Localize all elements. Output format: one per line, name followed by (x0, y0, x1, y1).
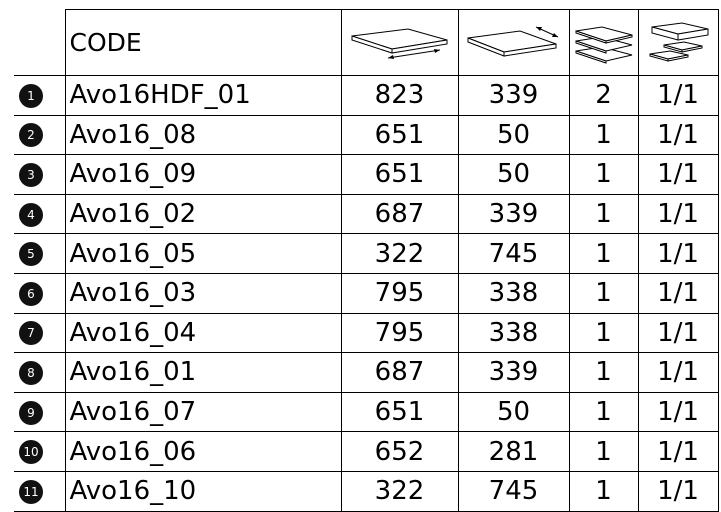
table-row (14, 471, 718, 511)
code-cell: Avo16_07 (65, 392, 341, 432)
row-number-badge: 10 (19, 440, 43, 464)
package-cell: 1/1 (638, 392, 718, 432)
row-number-cell (14, 392, 65, 432)
table-row (14, 432, 718, 472)
table-row (14, 353, 718, 393)
length-cell: 687 (341, 353, 458, 393)
package-cell: 1/1 (638, 234, 718, 274)
package-cell: 1/1 (638, 115, 718, 155)
row-number-cell (14, 155, 65, 195)
code-cell: Avo16_09 (65, 155, 341, 195)
table-row (14, 194, 718, 234)
code-cell: Avo16_01 (65, 353, 341, 393)
code-cell: Avo16_04 (65, 313, 341, 353)
table-row (14, 273, 718, 313)
length-cell: 651 (341, 115, 458, 155)
row-number-cell (14, 353, 65, 393)
package-cell: 1/1 (638, 313, 718, 353)
length-icon (341, 10, 458, 76)
quantity-cell: 1 (569, 353, 638, 393)
code-cell: Avo16_03 (65, 273, 341, 313)
quantity-cell: 1 (569, 155, 638, 195)
width-cell: 339 (458, 76, 569, 116)
quantity-cell: 1 (569, 273, 638, 313)
row-number-cell (14, 432, 65, 472)
width-cell: 50 (458, 392, 569, 432)
table-row (14, 155, 718, 195)
header-number-column (14, 10, 65, 76)
row-number-cell (14, 471, 65, 511)
length-cell: 651 (341, 155, 458, 195)
width-cell: 50 (458, 155, 569, 195)
code-cell: Avo16_05 (65, 234, 341, 274)
package-icon (638, 10, 718, 76)
table-row (14, 76, 718, 116)
parts-table (14, 9, 719, 512)
width-cell: 338 (458, 313, 569, 353)
row-number-cell (14, 194, 65, 234)
length-cell: 795 (341, 313, 458, 353)
row-number-cell (14, 76, 65, 116)
length-cell: 322 (341, 234, 458, 274)
width-cell: 745 (458, 471, 569, 511)
width-icon (458, 10, 569, 76)
package-cell: 1/1 (638, 76, 718, 116)
package-cell: 1/1 (638, 432, 718, 472)
row-number-badge: 8 (19, 361, 43, 385)
table-row (14, 392, 718, 432)
length-cell: 795 (341, 273, 458, 313)
code-cell: Avo16_08 (65, 115, 341, 155)
row-number-cell (14, 313, 65, 353)
length-cell: 652 (341, 432, 458, 472)
quantity-cell: 1 (569, 313, 638, 353)
width-cell: 338 (458, 273, 569, 313)
header-row (14, 10, 718, 76)
row-number-cell (14, 115, 65, 155)
row-number-badge: 4 (19, 203, 43, 227)
length-cell: 651 (341, 392, 458, 432)
row-number-cell (14, 234, 65, 274)
quantity-cell: 2 (569, 76, 638, 116)
row-number-badge: 1 (19, 84, 43, 108)
row-number-badge: 2 (19, 123, 43, 147)
table-row (14, 234, 718, 274)
package-cell: 1/1 (638, 194, 718, 234)
code-cell: Avo16_06 (65, 432, 341, 472)
code-cell: Avo16_02 (65, 194, 341, 234)
row-number-badge: 6 (19, 282, 43, 306)
quantity-cell: 1 (569, 234, 638, 274)
quantity-cell: 1 (569, 194, 638, 234)
table-row (14, 313, 718, 353)
width-cell: 339 (458, 353, 569, 393)
package-cell: 1/1 (638, 155, 718, 195)
package-cell: 1/1 (638, 273, 718, 313)
length-cell: 687 (341, 194, 458, 234)
row-number-badge: 7 (19, 321, 43, 345)
code-cell: Avo16_10 (65, 471, 341, 511)
width-cell: 745 (458, 234, 569, 274)
table-row (14, 115, 718, 155)
package-cell: 1/1 (638, 353, 718, 393)
package-cell: 1/1 (638, 471, 718, 511)
header-code: CODE (65, 10, 341, 76)
row-number-badge: 5 (19, 242, 43, 266)
quantity-cell: 1 (569, 471, 638, 511)
row-number-badge: 11 (19, 480, 43, 504)
quantity-icon (569, 10, 638, 76)
length-cell: 322 (341, 471, 458, 511)
quantity-cell: 1 (569, 392, 638, 432)
width-cell: 339 (458, 194, 569, 234)
quantity-cell: 1 (569, 432, 638, 472)
code-cell: Avo16HDF_01 (65, 76, 341, 116)
length-cell: 823 (341, 76, 458, 116)
width-cell: 281 (458, 432, 569, 472)
row-number-badge: 9 (19, 401, 43, 425)
quantity-cell: 1 (569, 115, 638, 155)
width-cell: 50 (458, 115, 569, 155)
row-number-badge: 3 (19, 163, 43, 187)
row-number-cell (14, 273, 65, 313)
